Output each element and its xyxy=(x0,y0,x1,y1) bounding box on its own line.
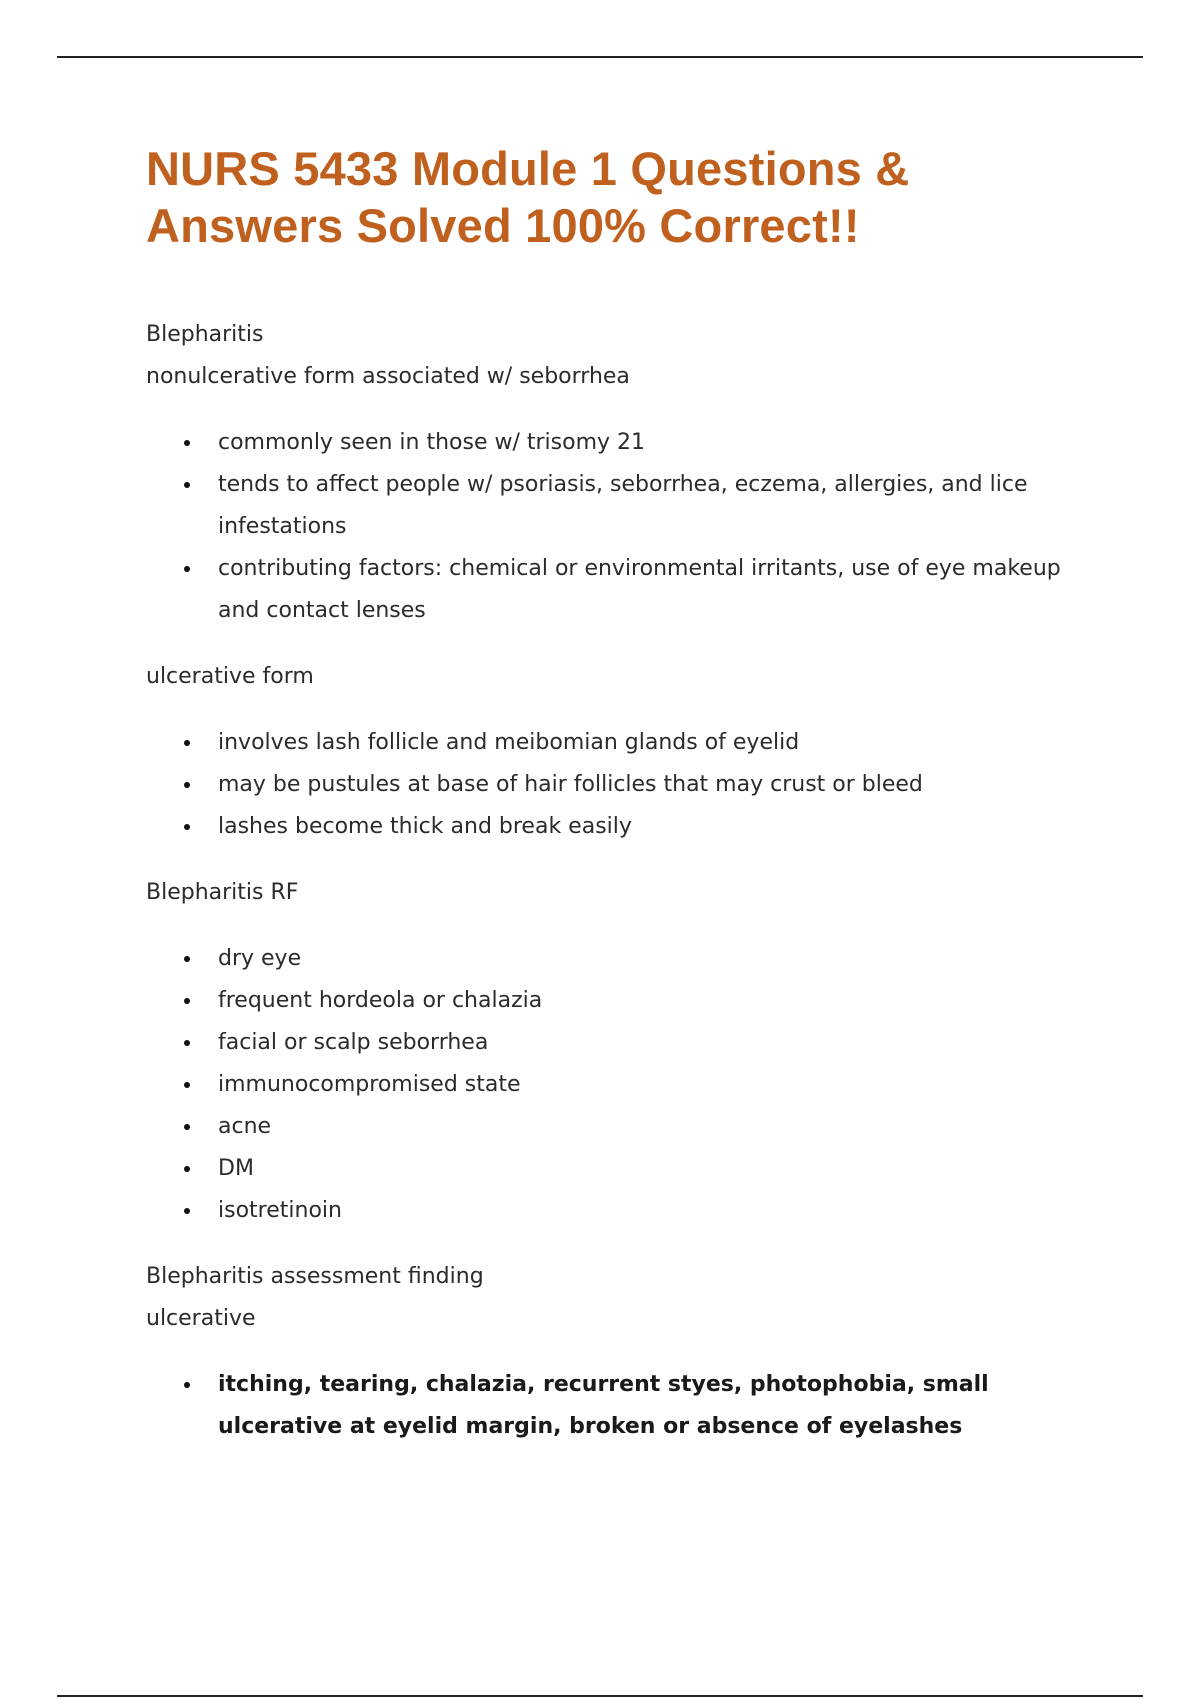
qa-blocks xyxy=(146,314,1086,1448)
list-item: involves lash follicle and meibomian glands of eyelid xyxy=(146,722,1086,764)
bullet-icon xyxy=(184,740,190,746)
term-heading: Blepharitis xyxy=(146,322,264,347)
bullet-list xyxy=(146,422,1086,632)
bullet-icon xyxy=(184,440,190,446)
list-item: dry eye xyxy=(146,938,1086,980)
bullet-icon xyxy=(184,782,190,788)
footer-rule xyxy=(57,1695,1143,1697)
bullet-icon xyxy=(184,1208,190,1214)
document-title xyxy=(146,140,1086,254)
bullet-icon xyxy=(184,1382,190,1388)
bullet-icon xyxy=(184,566,190,572)
bullet-icon xyxy=(184,1124,190,1130)
header-rule xyxy=(57,56,1143,58)
list-item: itching, tearing, chalazia, recurrent styes, photophobia, small ulcerative at eyelid margin, broken or absence of eyelashes xyxy=(146,1364,1086,1448)
bullet-list xyxy=(146,1364,1086,1448)
title-line-2: Answers Solved 100% Correct!! xyxy=(146,199,860,252)
term-heading: Blepharitis RF xyxy=(146,880,299,905)
bullet-icon xyxy=(184,482,190,488)
bullet-icon xyxy=(184,956,190,962)
bullet-icon xyxy=(184,1082,190,1088)
document-body xyxy=(146,140,1086,1472)
list-item: tends to affect people w/ psoriasis, seborrhea, eczema, allergies, and lice infestations xyxy=(146,464,1086,548)
term-heading: Blepharitis assessment finding xyxy=(146,1264,484,1289)
list-item: immunocompromised state xyxy=(146,1064,1086,1106)
list-item: lashes become thick and break easily xyxy=(146,806,1086,848)
bullet-icon xyxy=(184,824,190,830)
list-item: commonly seen in those w/ trisomy 21 xyxy=(146,422,1086,464)
bullet-list xyxy=(146,938,1086,1232)
bullet-icon xyxy=(184,1040,190,1046)
list-item: isotretinoin xyxy=(146,1190,1086,1232)
list-item: DM xyxy=(146,1148,1086,1190)
title-line-1: NURS 5433 Module 1 Questions & xyxy=(146,142,910,195)
sub-heading: ulcerative xyxy=(146,1306,256,1331)
list-item: contributing factors: chemical or environmental irritants, use of eye makeup and contact lenses xyxy=(146,548,1086,632)
list-item: frequent hordeola or chalazia xyxy=(146,980,1086,1022)
list-item: acne xyxy=(146,1106,1086,1148)
sub-heading: nonulcerative form associated w/ seborrhea xyxy=(146,364,630,389)
list-item: may be pustules at base of hair follicles that may crust or bleed xyxy=(146,764,1086,806)
bullet-list xyxy=(146,722,1086,848)
bullet-icon xyxy=(184,1166,190,1172)
list-item: facial or scalp seborrhea xyxy=(146,1022,1086,1064)
sub-heading: ulcerative form xyxy=(146,664,314,689)
bullet-icon xyxy=(184,998,190,1004)
